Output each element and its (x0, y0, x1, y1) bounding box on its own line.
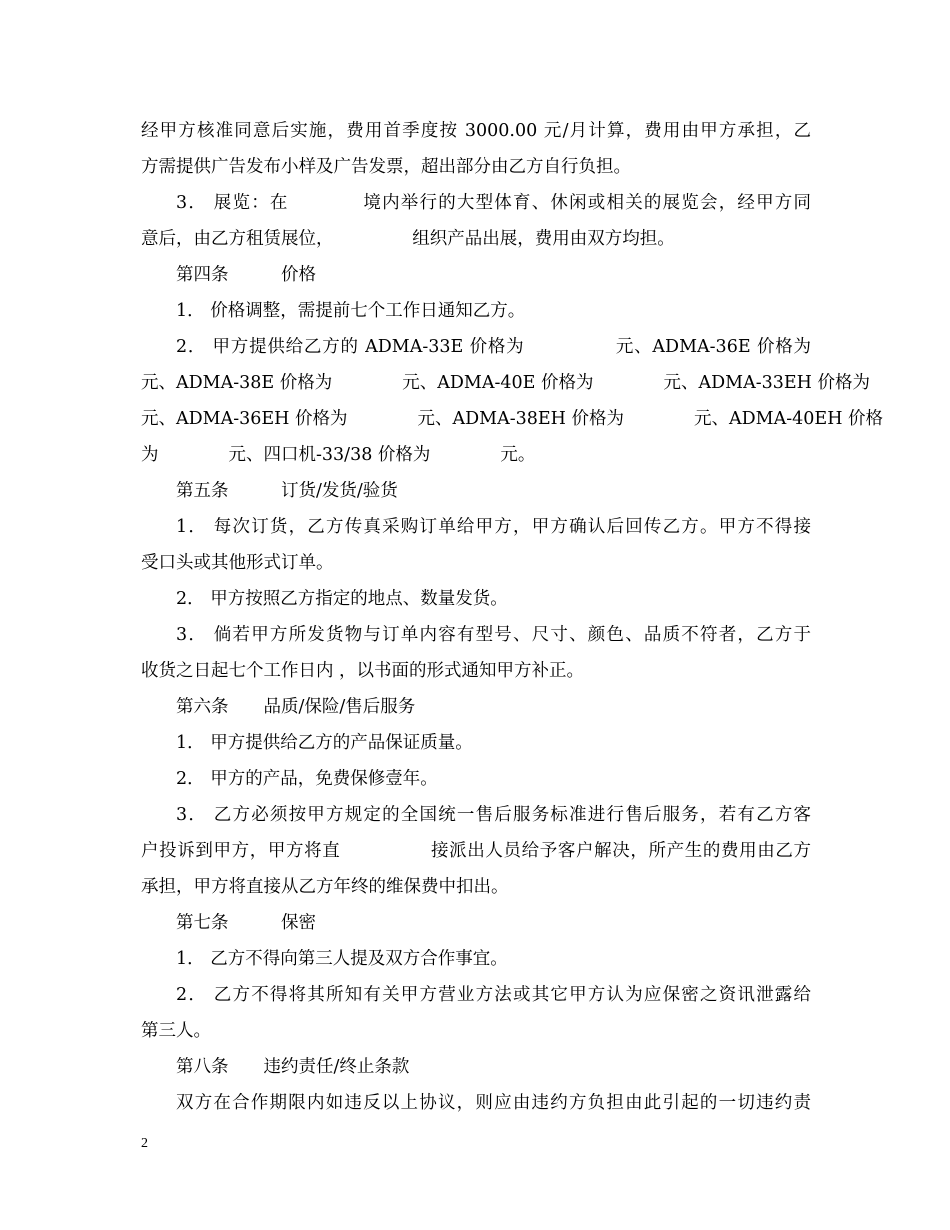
body-text-line: 元、ADMA-38E 价格为 元、ADMA-40E 价格为 元、ADMA-33EH 价格为 (141, 373, 870, 393)
section-heading: 第八条 违约责任/终止条款 (176, 1057, 410, 1077)
section-heading: 第四条 价格 (176, 265, 316, 285)
body-text-line: 元、ADMA-36EH 价格为 元、ADMA-38EH 价格为 元、ADMA-40EH 价格 (141, 409, 884, 429)
body-text-line: 户投诉到甲方，甲方将直 接派出人员给予客户解决，所产生的费用由乙方 (141, 841, 811, 861)
section-heading: 第七条 保密 (176, 913, 316, 933)
list-item-text: 2． 乙方不得将其所知有关甲方营业方法或其它甲方认为应保密之资讯泄露给 (176, 985, 811, 1005)
body-text-line: 受口头或其他形式订单。 (141, 553, 334, 573)
body-text-line: 双方在合作期限内如违反以上协议，则应由违约方负担由此引起的一切违约责 (176, 1093, 811, 1113)
list-item-text: 1． 价格调整，需提前七个工作日通知乙方。 (176, 301, 526, 321)
list-item-text: 2． 甲方按照乙方指定的地点、数量发货。 (176, 589, 508, 609)
list-item-text: 3． 乙方必须按甲方规定的全国统一售后服务标准进行售后服务，若有乙方客 (176, 805, 811, 825)
list-item-text: 2． 甲方提供给乙方的 ADMA-33E 价格为 元、ADMA-36E 价格为 (176, 337, 811, 357)
list-item-text: 2． 甲方的产品，免费保修壹年。 (176, 769, 438, 789)
body-text-line: 为 元、四口机-33/38 价格为 元。 (141, 445, 536, 465)
list-item-text: 1． 每次订货，乙方传真采购订单给甲方，甲方确认后回传乙方。甲方不得接 (176, 517, 811, 537)
body-text-line: 承担，甲方将直接从乙方年终的维保费中扣出。 (141, 877, 509, 897)
list-item-text: 1． 甲方提供给乙方的产品保证质量。 (176, 733, 473, 753)
body-text-line: 经甲方核准同意后实施，费用首季度按 3000.00 元/月计算，费用由甲方承担，乙 (141, 121, 811, 141)
page-number: 2 (141, 1136, 148, 1151)
list-item-text: 3． 展览：在 境内举行的大型体育、休闲或相关的展览会，经甲方同 (176, 193, 811, 213)
body-text-line: 方需提供广告发布小样及广告发票，超出部分由乙方自行负担。 (141, 157, 631, 177)
body-text-line: 意后，由乙方租赁展位， 组织产品出展，费用由双方均担。 (141, 229, 675, 249)
body-text-line: 收货之日起七个工作日内 ，以书面的形式通知甲方补正。 (141, 661, 585, 681)
section-heading: 第六条 品质/保险/售后服务 (176, 697, 416, 717)
list-item-text: 1． 乙方不得向第三人提及双方合作事宜。 (176, 949, 508, 969)
body-text-line: 第三人。 (141, 1021, 211, 1041)
list-item-text: 3． 倘若甲方所发货物与订单内容有型号、尺寸、颜色、品质不符者，乙方于 (176, 625, 811, 645)
section-heading: 第五条 订货/发货/验货 (176, 481, 398, 501)
